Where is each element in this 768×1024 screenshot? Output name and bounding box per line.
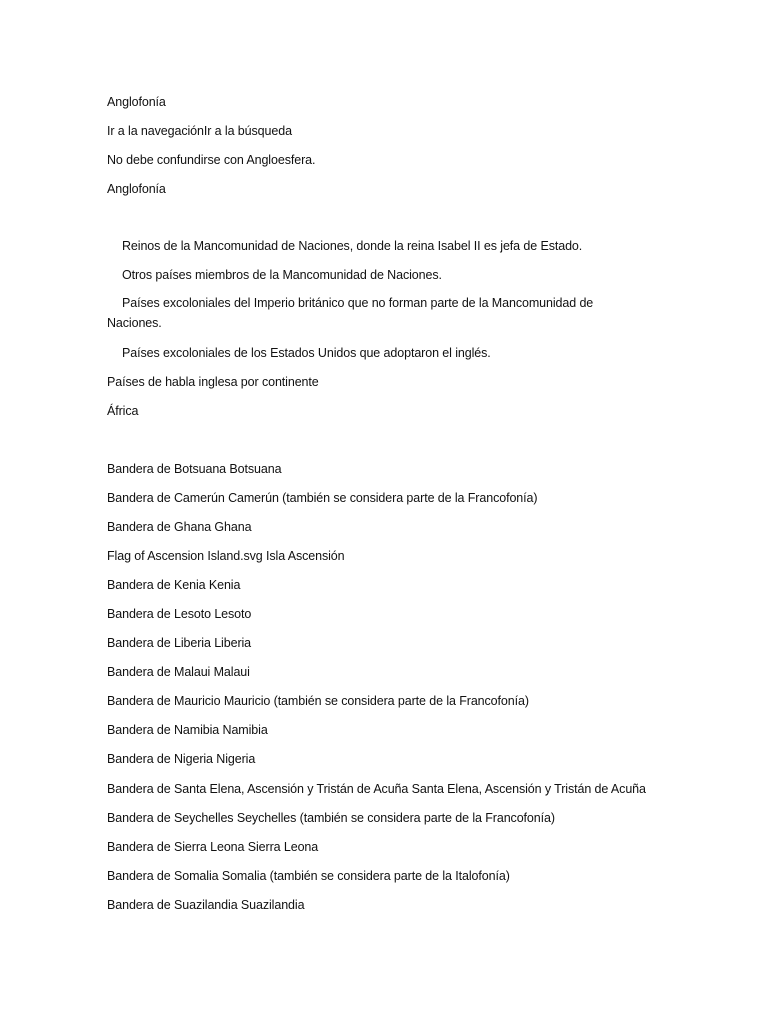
- list-item: Bandera de Liberia Liberia: [107, 636, 252, 650]
- list-item: Flag of Ascension Island.svg Isla Ascensión: [107, 549, 345, 563]
- list-item: Bandera de Somalia Somalia (también se considera parte de la Italofonía): [107, 869, 510, 883]
- continent-heading: África: [107, 404, 139, 418]
- list-item: Bandera de Camerún Camerún (también se considera parte de la Francofonía): [107, 491, 538, 505]
- list-item: Bandera de Ghana Ghana: [107, 520, 252, 534]
- list-item: Bandera de Malaui Malaui: [107, 665, 250, 679]
- page-title: Anglofonía: [107, 95, 166, 109]
- list-item: Bandera de Santa Elena, Ascensión y Tristán de Acuña Santa Elena, Ascensión y Tristán de Acuña: [107, 782, 646, 796]
- legend-item: Países excoloniales de los Estados Unidos que adoptaron el inglés.: [122, 346, 491, 360]
- disambiguation-note: No debe confundirse con Angloesfera.: [107, 153, 316, 167]
- list-item: Bandera de Suazilandia Suazilandia: [107, 898, 305, 912]
- list-item: Bandera de Namibia Namibia: [107, 723, 268, 737]
- list-item: Bandera de Botsuana Botsuana: [107, 462, 282, 476]
- map-caption: Anglofonía: [107, 182, 166, 196]
- list-item: Bandera de Nigeria Nigeria: [107, 752, 256, 766]
- legend-item: Países excoloniales del Imperio británico que no forman parte de la Mancomunidad de Naciones.: [107, 296, 594, 330]
- list-item: Bandera de Seychelles Seychelles (también se considera parte de la Francofonía): [107, 811, 555, 825]
- legend-item: Otros países miembros de la Mancomunidad de Naciones.: [122, 268, 442, 282]
- list-item: Bandera de Lesoto Lesoto: [107, 607, 252, 621]
- section-heading: Países de habla inglesa por continente: [107, 375, 319, 389]
- nav-links[interactable]: Ir a la navegaciónIr a la búsqueda: [107, 124, 292, 138]
- list-item: Bandera de Sierra Leona Sierra Leona: [107, 840, 319, 854]
- list-item: Bandera de Mauricio Mauricio (también se considera parte de la Francofonía): [107, 694, 529, 708]
- list-item: Bandera de Kenia Kenia: [107, 578, 241, 592]
- legend-item: Reinos de la Mancomunidad de Naciones, donde la reina Isabel II es jefa de Estado.: [122, 239, 583, 253]
